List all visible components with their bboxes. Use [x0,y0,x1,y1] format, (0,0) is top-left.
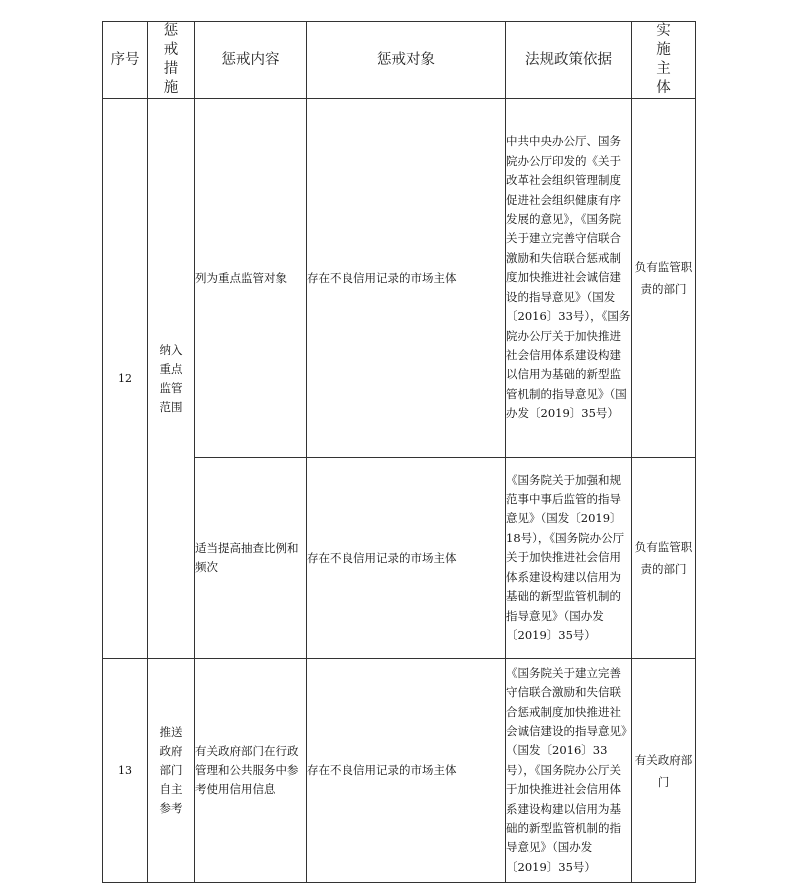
table-row [103,659,696,883]
target-cell: 存在不良信用记录的市场主体 [307,99,506,458]
table-header-row [103,22,696,99]
header-measure-text: 惩戒措施 [163,23,179,96]
header-content: 惩戒内容 [195,22,307,99]
dept-cell: 有关政府部门 [632,659,696,883]
measure-text: 推送政府部门自主参考 [159,725,183,815]
header-no: 序号 [103,22,148,99]
table-row [103,99,696,458]
header-dept-text: 实施主体 [656,23,671,96]
basis-cell: 中共中央办公厅、国务院办公厅印发的《关于改革社会组织管理制度促进社会组织健康有序发展的意见》，《国务院关于建立完善守信联合激励和失信联合惩戒制度加快推进社会诚信建设的指导意见》（国发〔2016〕33号），《国务院办公厅关于加快推进社会信用体系建设构建以信用为基础的新型监管机制的指导意见》（国办发〔2019〕35号） [506,99,632,458]
basis-cell: 《国务院关于建立完善守信联合激励和失信联合惩戒制度加快推进社会诚信建设的指导意见》（国发〔2016〕33号），《国务院办公厅关于加快推进社会信用体系建设构建以信用为基础的新型监管机制的指导意见》（国办发〔2019〕35号） [506,659,632,883]
row-number: 13 [103,659,148,883]
basis-cell: 《国务院关于加强和规范事中事后监管的指导意见》（国发〔2019〕18号），《国务院办公厅关于加快推进社会信用体系建设构建以信用为基础的新型监管机制的指导意见》（国办发〔2019〕35号） [506,458,632,659]
header-dept [632,22,696,99]
header-target: 惩戒对象 [307,22,506,99]
measure-cell [148,99,195,659]
header-basis: 法规政策依据 [506,22,632,99]
content-cell: 有关政府部门在行政管理和公共服务中参考使用信用信息 [195,659,307,883]
content-cell: 适当提高抽查比例和频次 [195,458,307,659]
content-cell: 列为重点监管对象 [195,99,307,458]
dept-cell: 负有监管职责的部门 [632,99,696,458]
target-cell: 存在不良信用记录的市场主体 [307,659,506,883]
target-cell: 存在不良信用记录的市场主体 [307,458,506,659]
row-number: 12 [103,99,148,659]
header-measure [148,22,195,99]
dept-cell: 负有监管职责的部门 [632,458,696,659]
credit-discipline-table [102,21,696,883]
measure-text: 纳入重点监管范围 [159,342,183,414]
measure-cell [148,659,195,883]
